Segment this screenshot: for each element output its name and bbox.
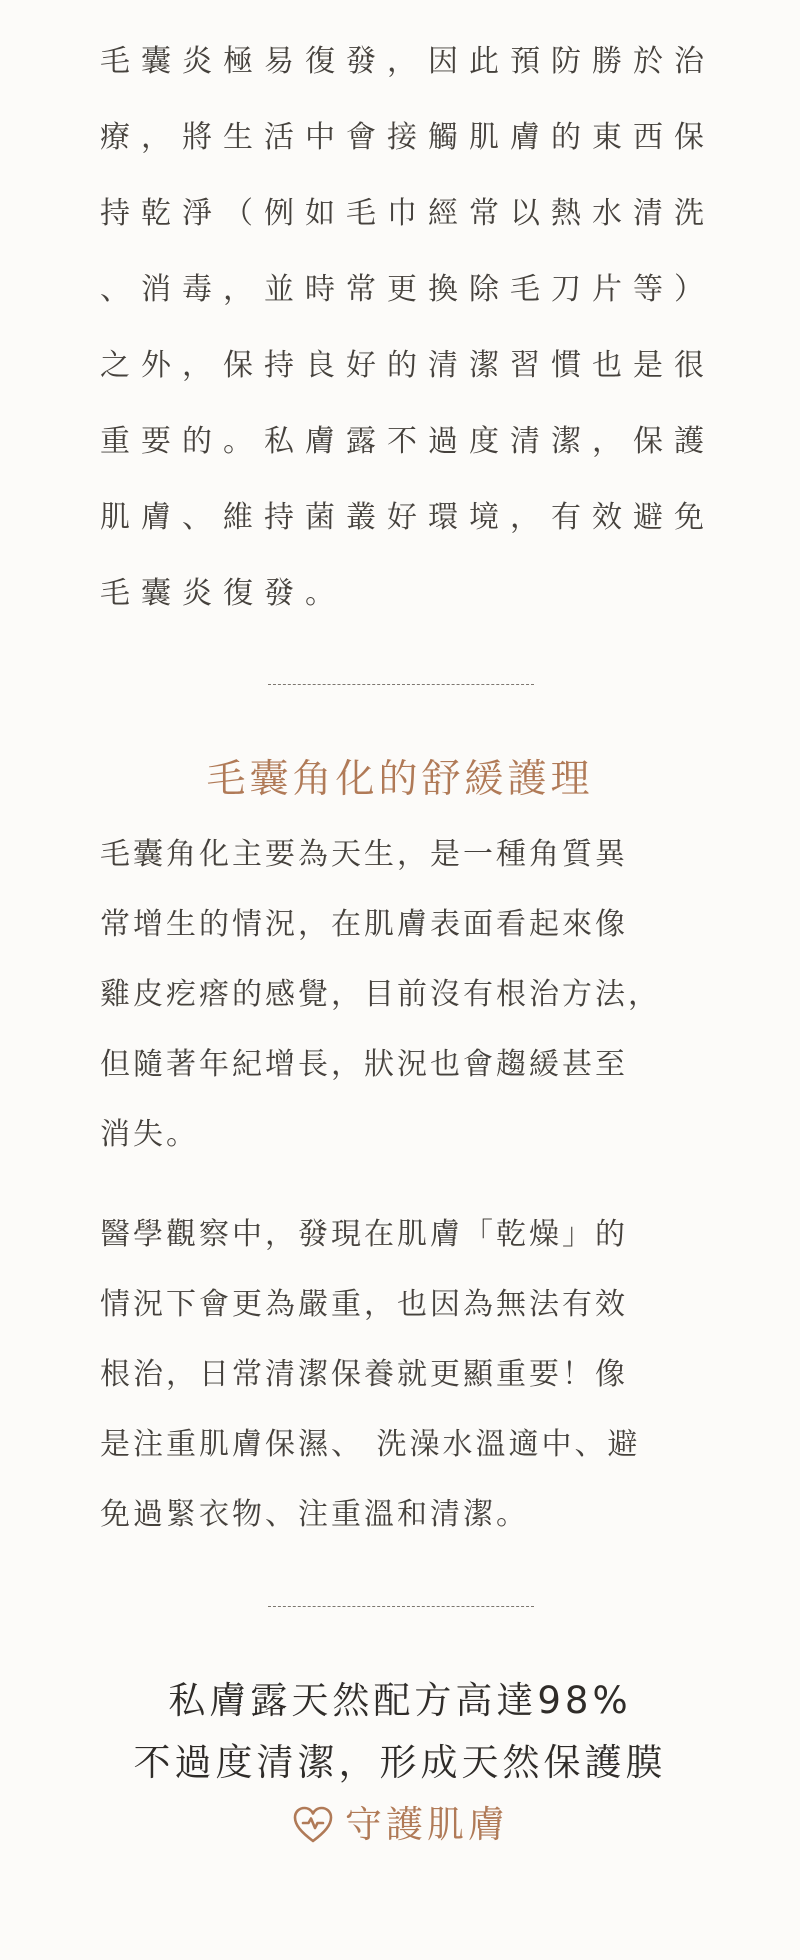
heart-outline-icon xyxy=(291,1803,335,1847)
paragraph-line: 毛囊角化主要為天生，是一種角質異 xyxy=(100,837,628,872)
closing-line-3 xyxy=(291,1794,509,1856)
intro-line: 重要的。私膚露不過度清潔，保護 xyxy=(100,424,715,459)
closing-tagline xyxy=(0,1670,800,1856)
intro-line: 毛囊炎極易復發，因此預防勝於治 xyxy=(100,44,715,79)
paragraph-line: 根治，日常清潔保養就更顯重要！像 xyxy=(100,1357,628,1392)
intro-line: 持乾淨（例如毛巾經常以熱水清洗 xyxy=(100,196,715,231)
paragraph-line: 情況下會更為嚴重，也因為無法有效 xyxy=(100,1287,628,1322)
intro-line: 毛囊炎復發。 xyxy=(100,576,346,611)
paragraph-line: 常增生的情況，在肌膚表面看起來像 xyxy=(100,907,628,942)
section-title: 毛囊角化的舒緩護理 xyxy=(206,757,594,802)
paragraph-line: 但隨著年紀增長，狀況也會趨緩甚至 xyxy=(100,1047,628,1082)
intro-line: 之外，保持良好的清潔習慣也是很 xyxy=(100,348,715,383)
paragraph-line: 醫學觀察中，發現在肌膚「乾燥」的 xyxy=(100,1217,628,1252)
paragraph-line: 雞皮疙瘩的感覺，目前沒有根治方法， xyxy=(100,977,661,1012)
paragraph-line: 消失。 xyxy=(100,1117,199,1152)
paragraph-line: 免過緊衣物、注重溫和清潔。 xyxy=(100,1497,529,1532)
intro-paragraph xyxy=(100,24,715,632)
intro-line: 肌膚、維持菌叢好環境，有效避免 xyxy=(100,500,715,535)
paragraph-line: 是注重肌膚保濕、 洗澡水溫適中、避 xyxy=(100,1427,641,1462)
closing-line-2: 不過度清潔，形成天然保護膜 xyxy=(133,1741,667,1784)
dashed-divider xyxy=(268,684,534,685)
intro-line: 、消毒，並時常更換除毛刀片等） xyxy=(100,272,715,307)
closing-line-1: 私膚露天然配方高達98% xyxy=(168,1679,632,1722)
section-paragraph-2 xyxy=(100,1200,720,1550)
closing-accent-text: 守護肌膚 xyxy=(345,1803,509,1846)
dashed-divider xyxy=(268,1606,534,1607)
section-paragraph-1 xyxy=(100,820,720,1170)
intro-line: 療，將生活中會接觸肌膚的東西保 xyxy=(100,120,715,155)
